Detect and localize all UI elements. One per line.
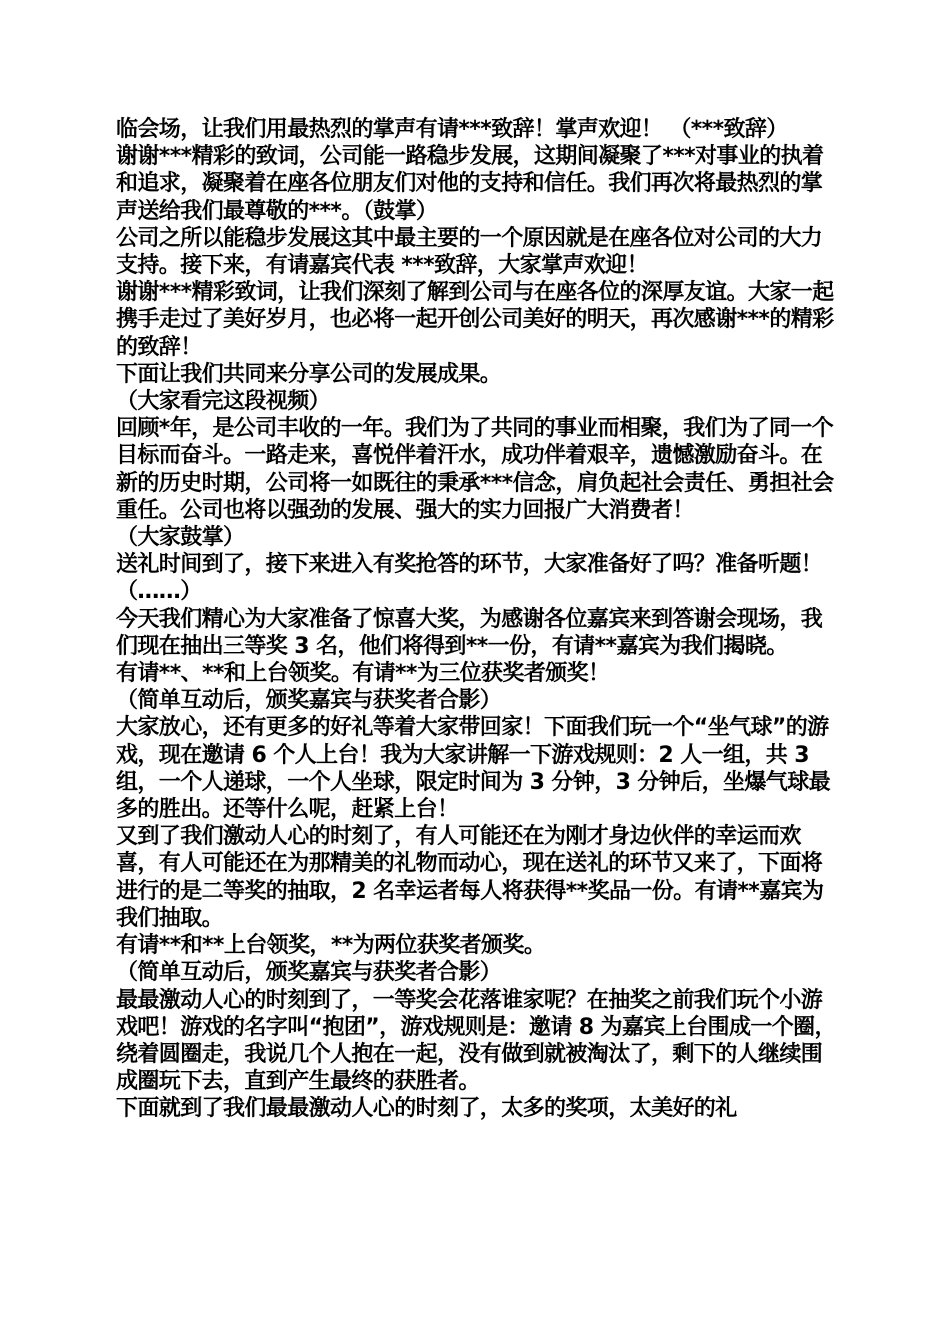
paragraph: 谢谢***精彩的致词，公司能一路稳步发展，这期间凝聚了***对事业的执着和追求，凝聚着在座各位朋友们对他的支持和信任。我们再次将最热烈的掌声送给我们最尊敬的***。（鼓掌） xyxy=(116,144,824,224)
paragraph: 公司之所以能稳步发展这其中最主要的一个原因就是在座各位对公司的大力支持。接下来，有请嘉宾代表 ***致辞，大家掌声欢迎！ xyxy=(116,225,823,279)
paragraph: 大家放心，还有更多的好礼等着大家带回家！下面我们玩一个“坐气球”的游戏，现在邀请 6 个人上台！我为大家讲解一下游戏规则：2 人一组，共 3 组，一个人递球，一个人坐球，限定时间为 3 分钟，3 分钟后，坐爆气球最多的胜出。还等什么呢，赶紧上台！ xyxy=(116,715,830,823)
paragraph: （大家看完这段视频） xyxy=(116,389,331,415)
paragraph: 最最激动人心的时刻到了，一等奖会花落谁家呢？在抽奖之前我们玩个小游戏吧！游戏的名字叫“抱团”，游戏规则是：邀请 8 为嘉宾上台围成一个圈，绕着圆圈走，我说几个人抱在一起，没有做到就被淘汰了，剩下的人继续围成圈玩下去，直到产生最终的获胜者。 xyxy=(116,987,836,1095)
paragraph: 又到了我们激动人心的时刻了，有人可能还在为刚才身边伙伴的幸运而欢喜，有人可能还在为那精美的礼物而动心，现在送礼的环节又来了，下面将进行的是二等奖的抽取，2 名幸运者每人将获得**奖品一份。有请**嘉宾为我们抽取。 xyxy=(116,824,824,931)
paragraph: 临会场，让我们用最热烈的掌声有请***致辞！掌声欢迎！ （***致辞） xyxy=(116,117,788,142)
paragraph: 有请**和**上台领奖，**为两位获奖者颁奖。 xyxy=(116,933,546,959)
paragraph: 谢谢***精彩致词，让我们深刻了解到公司与在座各位的深厚友谊。大家一起携手走过了美好岁月，也必将一起开创公司美好的明天，再次感谢***的精彩的致辞！ xyxy=(116,280,834,360)
document-body xyxy=(116,116,838,1123)
paragraph: （简单互动后，颁奖嘉宾与获奖者合影） xyxy=(116,688,502,714)
paragraph: 下面让我们共同来分享公司的发展成果。 xyxy=(116,361,502,387)
paragraph: 今天我们精心为大家准备了惊喜大奖，为感谢各位嘉宾来到答谢会现场，我们现在抽出三等奖 3 名，他们将得到**一份，有请**嘉宾为我们揭晓。 xyxy=(116,606,823,659)
paragraph: 送礼时间到了，接下来进入有奖抢答的环节，大家准备好了吗？准备听题！ （……） xyxy=(116,552,823,605)
paragraph: 有请**、**和上台领奖。有请**为三位获奖者颁奖！ xyxy=(116,661,610,687)
paragraph: （简单互动后，颁奖嘉宾与获奖者合影） xyxy=(116,960,502,986)
paragraph: 回顾*年，是公司丰收的一年。我们为了共同的事业而相聚，我们为了同一个目标而奋斗。一路走来，喜悦伴着汗水，成功伴着艰辛，遗憾激励奋斗。在新的历史时期，公司将一如既往的秉承***信念，肩负起社会责任、勇担社会重任。公司也将以强劲的发展、强大的实力回报广大消费者！ xyxy=(116,416,834,523)
paragraph: 下面就到了我们最最激动人心的时刻了，太多的奖项，太美好的礼 xyxy=(116,1096,737,1122)
paragraph: （大家鼓掌） xyxy=(116,525,245,551)
